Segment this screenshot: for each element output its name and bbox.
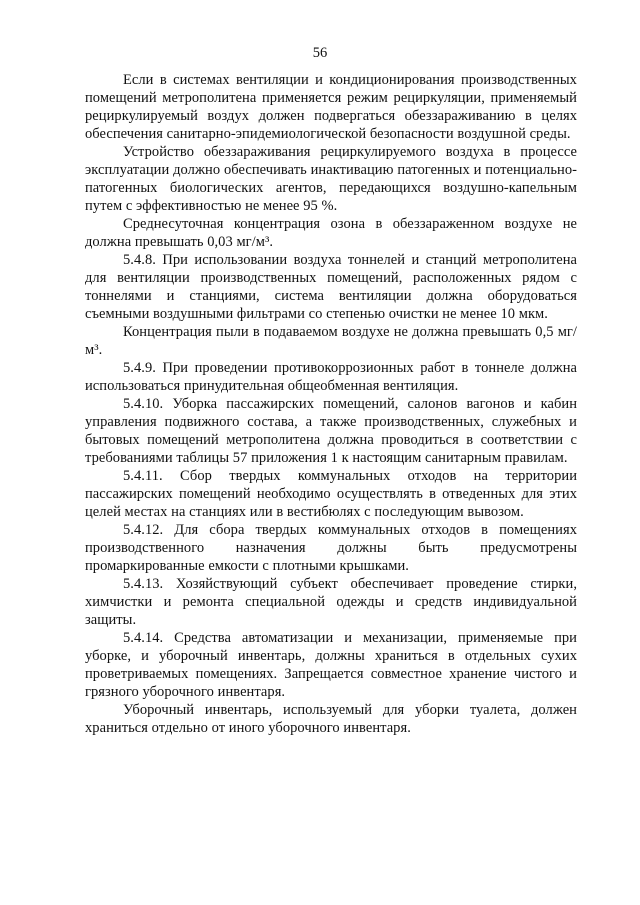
- paragraph-5-4-12: 5.4.12. Для сбора твердых коммунальных отходов в помещениях производственного назначения должны быть предусмотрены промаркированные емкости с плотными крышками.: [85, 522, 577, 574]
- paragraph-5-4-10: 5.4.10. Уборка пассажирских помещений, салонов вагонов и кабин управления подвижного состава, а также производственных, служебных и бытовых помещений метрополитена должна проводиться в соответствии с требованиями таблицы 57 приложения 1 к настоящим санитарным правилам.: [85, 396, 577, 466]
- paragraph-5-4-9: 5.4.9. При проведении противокоррозионных работ в тоннеле должна использоваться принудительная общеобменная вентиляция.: [85, 360, 577, 394]
- paragraph-5-4-11: 5.4.11. Сбор твердых коммунальных отходов на территории пассажирских помещений необходимо осуществлять в отведенных для этих целей местах на станциях или в вестибюлях с последующим вывозом.: [85, 468, 577, 520]
- paragraph-5-4-13: 5.4.13. Хозяйствующий субъект обеспечивает проведение стирки, химчистки и ремонта специальной одежды и средств индивидуальной защиты.: [85, 576, 577, 628]
- paragraph-5-4-8: 5.4.8. При использовании воздуха тоннелей и станций метрополитена для вентиляции производственных помещений, расположенных рядом с тоннелями и станциями, система вентиляции должна оборудоваться съемными воздушными фильтрами со степенью очистки не менее 10 мкм.: [85, 252, 577, 322]
- paragraph-dust-concentration: Концентрация пыли в подаваемом воздухе не должна превышать 0,5 мг/м³.: [85, 324, 577, 358]
- document-body: [85, 71, 577, 737]
- paragraph-toilet-cleaning-inventory: Уборочный инвентарь, используемый для уборки туалета, должен храниться отдельно от иного уборочного инвентаря.: [85, 702, 577, 736]
- paragraph-ozone-concentration: Среднесуточная концентрация озона в обеззараженном воздухе не должна превышать 0,03 мг/м³.: [85, 216, 577, 250]
- page-number: 56: [312, 45, 328, 61]
- paragraph-5-4-14: 5.4.14. Средства автоматизации и механизации, применяемые при уборке, и уборочный инвентарь, должны храниться в отдельных сухих проветриваемых помещениях. Запрещается совместное хранение чистого и грязного уборочного инвентаря.: [85, 630, 577, 700]
- paragraph-recirculation-disinfection: Если в системах вентиляции и кондиционирования производственных помещений метрополитена применяется режим рециркуляции, применяемый рециркулируемый воздух должен подвергаться обеззараживанию в целях обеспечения санитарно-эпидемиологической безопасности воздушной среды.: [85, 72, 577, 142]
- paragraph-disinfection-device: Устройство обеззараживания рециркулируемого воздуха в процессе эксплуатации должно обеспечивать инактивацию патогенных и потенциально-патогенных биологических агентов, передающихся воздушно-капельным путем с эффективностью не менее 95 %.: [85, 144, 577, 214]
